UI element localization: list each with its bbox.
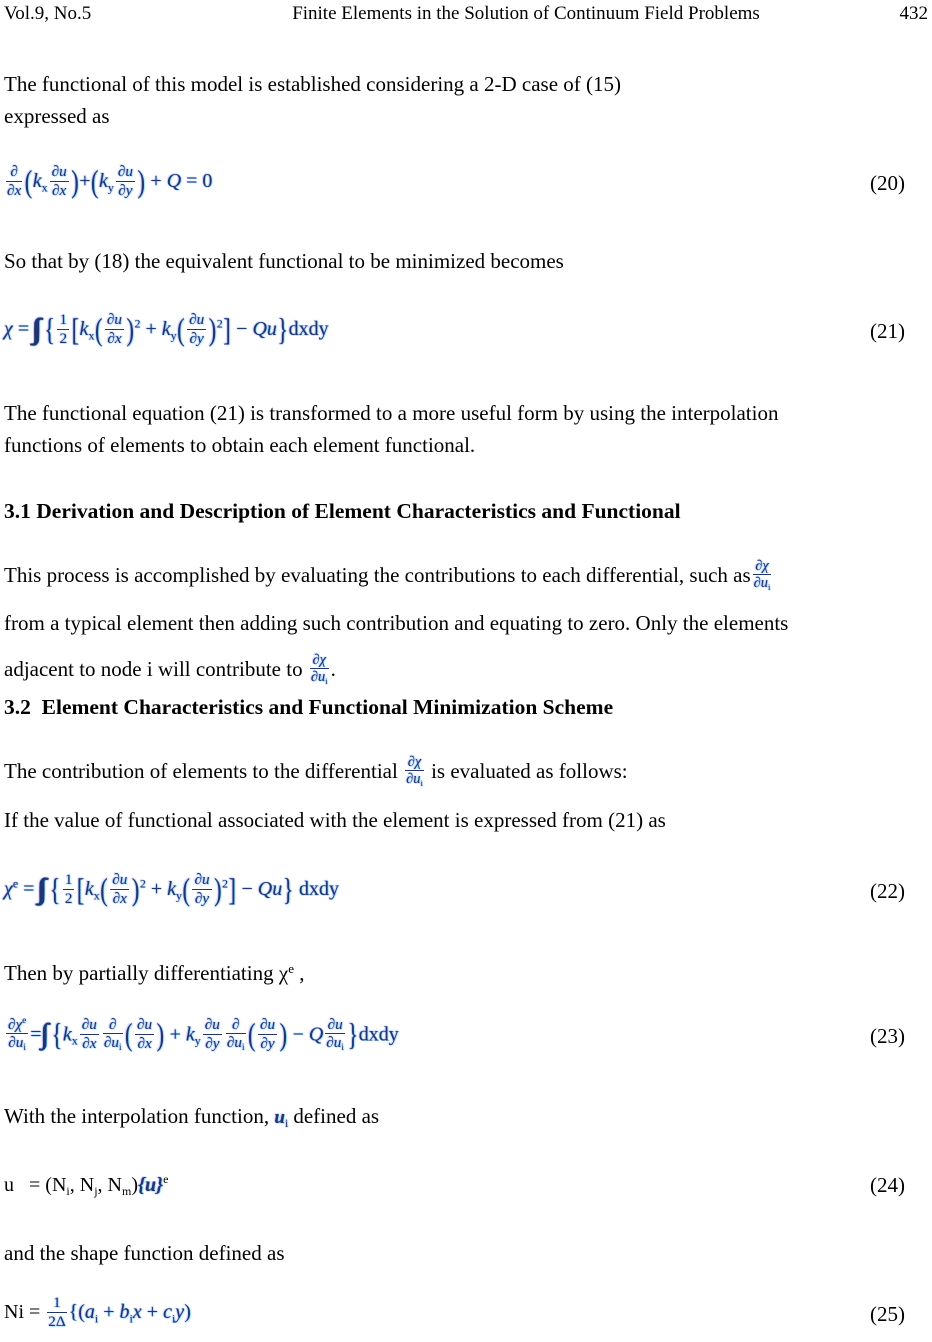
paragraph-differentiating: Then by partially differentiating $\chi^e$ , — [4, 961, 305, 986]
math-token — [34, 314, 44, 345]
math-token: ∂u — [112, 871, 128, 889]
equation-25 — [4, 1296, 191, 1331]
math-token: ∂u — [753, 575, 769, 592]
math-token: + — [145, 878, 168, 901]
header-title: Finite Elements in the Solution of Continuum Field Problems — [292, 3, 760, 24]
equation-20-number: (20) — [870, 170, 905, 195]
math-token — [135, 1016, 154, 1051]
math-token: y — [175, 1301, 185, 1324]
math-token: ] — [223, 311, 231, 347]
math-token: y — [175, 888, 182, 903]
math-token: i — [768, 582, 771, 593]
section-heading-3-2: 3.2 Element Characteristics and Functional Minimization Scheme — [4, 695, 614, 719]
equation-20 — [4, 165, 212, 200]
math-token: ∂y — [205, 1034, 220, 1052]
math-token: ∂x — [137, 1034, 152, 1052]
math-token: ∂y — [260, 1034, 275, 1052]
math-token: ∂y — [194, 889, 210, 907]
math-token: − — [236, 878, 258, 901]
math-token: dxdy — [293, 878, 339, 901]
inline-math-dchi-dui — [403, 754, 426, 789]
math-token: ∂u — [204, 1016, 220, 1034]
paragraph-contribution: The contribution of elements to the differential $\frac{\partial\chi}{\partial u_i}$ is evaluated as follows: — [4, 754, 628, 789]
math-token: ∂u — [106, 311, 123, 329]
math-token — [6, 163, 22, 198]
paragraph-transform — [4, 397, 905, 461]
equation-22 — [4, 873, 339, 908]
math-token: x — [93, 888, 100, 903]
math-token: b — [119, 1301, 130, 1324]
math-token: ( — [90, 163, 99, 199]
math-token: ∂χ — [8, 1016, 23, 1034]
math-token: a — [84, 1301, 95, 1324]
math-token — [39, 874, 49, 905]
math-token: i — [420, 778, 423, 789]
math-token: ∂u — [259, 1016, 276, 1034]
math-token — [116, 163, 135, 198]
math-token — [80, 1016, 99, 1051]
math-token: ∂x — [112, 889, 127, 907]
math-token — [42, 1019, 52, 1050]
math-token — [47, 1294, 66, 1329]
math-token: ∂u — [406, 771, 421, 788]
math-token: ∂x — [52, 181, 67, 199]
math-token: k — [98, 170, 108, 193]
math-token: i — [284, 1117, 289, 1130]
math-token: ∂y — [118, 181, 133, 199]
math-token — [405, 754, 424, 789]
math-token: ) — [126, 311, 134, 347]
math-token: + — [98, 1301, 120, 1324]
math-token: c — [163, 1301, 172, 1324]
math-token: ] — [228, 871, 236, 907]
math-token: ∂χ — [755, 558, 769, 575]
math-token: } — [277, 311, 289, 347]
equation-20-row — [4, 152, 905, 214]
paragraph-line: The functional of this model is established considering a 2-D case of (15) — [4, 72, 621, 96]
math-token: Qu — [257, 878, 283, 901]
math-token: ∂ — [231, 1015, 240, 1033]
math-token: ( — [177, 311, 185, 347]
paragraph-line: from a typical element then adding such contribution and equating to zero. Only the elements — [4, 611, 789, 635]
paragraph-interpolation: With the interpolation function, $u_i$ defined as — [4, 1104, 380, 1130]
math-token: ) — [279, 1016, 288, 1052]
math-token: u = (N — [4, 1173, 67, 1196]
paragraph-if-value: If the value of functional associated with the element is expressed from (21) as — [4, 808, 666, 832]
math-token: ∂ — [108, 1015, 117, 1033]
math-token: ) — [184, 1301, 191, 1324]
math-token — [57, 311, 69, 346]
math-token: Q — [166, 170, 182, 193]
math-token: [ — [71, 311, 80, 347]
equation-21-number: (21) — [870, 318, 905, 343]
math-token — [310, 652, 329, 687]
math-token: { — [51, 1016, 63, 1052]
math-token: y — [194, 1033, 201, 1048]
math-token: i — [119, 1042, 122, 1052]
math-token: , N — [97, 1173, 122, 1196]
math-token: { — [44, 311, 55, 347]
math-token: m — [121, 1183, 132, 1198]
math-token: 2 — [139, 876, 146, 891]
math-token: ∂u — [137, 1016, 153, 1034]
math-token: ∂ — [10, 163, 18, 181]
math-token: ) — [131, 1173, 138, 1196]
math-token: ∂u — [194, 871, 210, 889]
paragraph-line: This process is accomplished by evaluating the contributions to each differential, such as $\frac{\partial\chi}{\partial u_i}$ — [4, 552, 905, 600]
math-token: [ — [76, 871, 85, 907]
math-token: e — [12, 876, 19, 891]
math-token: i — [341, 1042, 344, 1052]
math-token: ∂u — [327, 1015, 343, 1033]
page-header — [4, 3, 928, 25]
math-token: 2 — [64, 889, 73, 907]
math-token: i — [171, 1311, 176, 1326]
equation-23-number: (23) — [870, 1023, 905, 1048]
math-token — [325, 1016, 345, 1052]
math-token: χ — [4, 878, 13, 901]
math-token: x — [88, 328, 95, 343]
math-token: ) — [71, 163, 79, 199]
math-token — [105, 311, 124, 346]
math-token: ) — [137, 163, 145, 199]
math-token: i — [66, 1183, 70, 1198]
math-token: i — [325, 676, 328, 687]
math-token: = — [12, 318, 35, 341]
math-token: y — [107, 180, 114, 195]
math-token — [63, 871, 75, 906]
equation-22-number: (22) — [870, 878, 905, 903]
math-token — [192, 871, 211, 906]
paragraph-line: expressed as — [4, 104, 110, 128]
math-token — [50, 163, 69, 198]
math-token: ∂u — [51, 163, 67, 181]
paragraph-so-that: So that by (18) the equivalent functional to be minimized becomes — [4, 249, 564, 273]
math-token: x — [132, 1301, 142, 1324]
math-token: ∂x — [82, 1034, 97, 1052]
math-token: 1 — [59, 311, 68, 329]
math-token: u — [274, 1107, 285, 1128]
math-token: 1 — [53, 1294, 61, 1312]
math-token: k — [185, 1023, 195, 1046]
inline-math-dchi-dui — [308, 652, 331, 687]
math-token: 2 — [216, 316, 223, 331]
math-token: + — [79, 170, 91, 193]
math-token: ) — [131, 871, 140, 907]
math-token: 2 — [134, 316, 141, 331]
math-token — [110, 871, 129, 906]
paragraph-line: adjacent to node i will contribute to $\frac{\partial\chi}{\partial u_i}$ . — [4, 652, 336, 687]
math-token: } — [347, 1016, 359, 1052]
math-token: ∂x — [7, 181, 22, 199]
superscript-e: e — [288, 961, 294, 976]
math-token: i — [94, 1311, 99, 1326]
math-token: ∂u — [310, 669, 326, 686]
math-token: χ — [4, 318, 13, 341]
math-token: k — [79, 318, 89, 341]
equation-21 — [4, 313, 329, 348]
equation-25-number: (25) — [870, 1301, 905, 1326]
math-token — [6, 1015, 28, 1052]
math-token: ( — [100, 871, 108, 907]
math-token: 2 — [222, 876, 229, 891]
math-token: k — [167, 878, 176, 901]
header-volume: Vol.9, No.5 — [4, 3, 92, 24]
math-token: ) — [208, 311, 217, 347]
equation-21-row — [4, 298, 905, 364]
math-token — [258, 1016, 277, 1051]
math-token: { — [49, 871, 61, 907]
math-token: + — [164, 1023, 186, 1046]
math-token: {( — [68, 1301, 85, 1324]
math-token: ∂χ — [312, 652, 326, 669]
paragraph-line: functions of elements to obtain each element functional. — [4, 433, 476, 457]
math-token: i — [23, 1042, 26, 1053]
math-token: ∂y — [189, 329, 204, 347]
math-token: ∂u — [226, 1033, 242, 1051]
math-token: i — [129, 1311, 133, 1326]
math-token: ( — [125, 1016, 133, 1052]
math-token: j — [94, 1183, 98, 1198]
math-token: } — [282, 871, 294, 907]
math-token: ∂u — [81, 1016, 97, 1034]
math-token: k — [32, 170, 42, 193]
inline-math-dchi-dui — [751, 558, 774, 593]
math-token: ( — [182, 871, 190, 907]
math-token: = 0 — [181, 170, 213, 193]
paragraph-line: The functional equation (21) is transformed to a more useful form by using the interpolation — [4, 401, 779, 425]
paragraph-process — [4, 552, 905, 694]
math-token: ∂x — [107, 329, 122, 347]
math-token: , N — [69, 1173, 95, 1196]
math-token: − — [231, 318, 253, 341]
equation-23 — [4, 1017, 399, 1054]
equation-24-number: (24) — [870, 1172, 905, 1197]
equation-25-row — [4, 1288, 905, 1340]
math-token — [203, 1016, 222, 1051]
math-token: Q — [308, 1023, 324, 1046]
section-heading-3-1: 3.1 Derivation and Description of Element Characteristics and Functional — [4, 499, 681, 523]
paragraph-shape-function: and the shape function defined as — [4, 1241, 285, 1265]
math-token: x — [71, 1033, 78, 1048]
math-token: ∂u — [189, 311, 205, 329]
math-token: dxdy — [358, 1023, 399, 1046]
math-token: ∂χ — [407, 754, 422, 771]
math-token: {u} — [138, 1173, 164, 1196]
math-token: − — [287, 1023, 309, 1046]
math-token: ∂u — [103, 1033, 120, 1051]
math-token: ∂u — [326, 1033, 342, 1051]
math-token: dxdy — [288, 318, 329, 341]
math-token: ∂u — [117, 163, 133, 181]
math-token — [226, 1016, 246, 1052]
math-token: + — [140, 318, 162, 341]
math-token: k — [62, 1023, 72, 1046]
math-token: ( — [248, 1016, 256, 1052]
math-token — [753, 558, 772, 593]
math-token — [187, 311, 206, 346]
equation-24 — [4, 1172, 168, 1199]
math-token: ) — [214, 871, 222, 907]
equation-22-row — [4, 858, 905, 924]
math-token: Qu — [252, 318, 277, 341]
math-token: = — [18, 878, 40, 901]
math-token: ∂u — [8, 1034, 24, 1052]
math-token: i — [241, 1042, 245, 1052]
math-token: y — [170, 328, 177, 343]
math-token: e — [163, 1171, 169, 1186]
header-page-number: 432 — [899, 3, 928, 24]
math-token: k — [84, 878, 94, 901]
math-token: ( — [94, 311, 103, 347]
math-token: x — [41, 180, 48, 195]
math-token: e — [22, 1015, 27, 1026]
math-token: ) — [156, 1016, 165, 1052]
math-token: ( — [24, 163, 33, 199]
inline-math-ui — [274, 1107, 288, 1128]
paragraph-intro — [4, 68, 905, 132]
math-token: + — [145, 170, 167, 193]
math-token: + — [141, 1301, 164, 1324]
math-token: Ni = — [4, 1301, 46, 1324]
math-token: 2 — [59, 329, 68, 347]
equation-23-row — [4, 1006, 905, 1066]
math-token: 2Δ — [48, 1312, 66, 1330]
math-token: = — [30, 1023, 42, 1046]
equation-24-row — [4, 1162, 905, 1208]
math-token: k — [161, 318, 171, 341]
math-token: 1 — [64, 871, 73, 889]
math-token — [103, 1016, 123, 1052]
